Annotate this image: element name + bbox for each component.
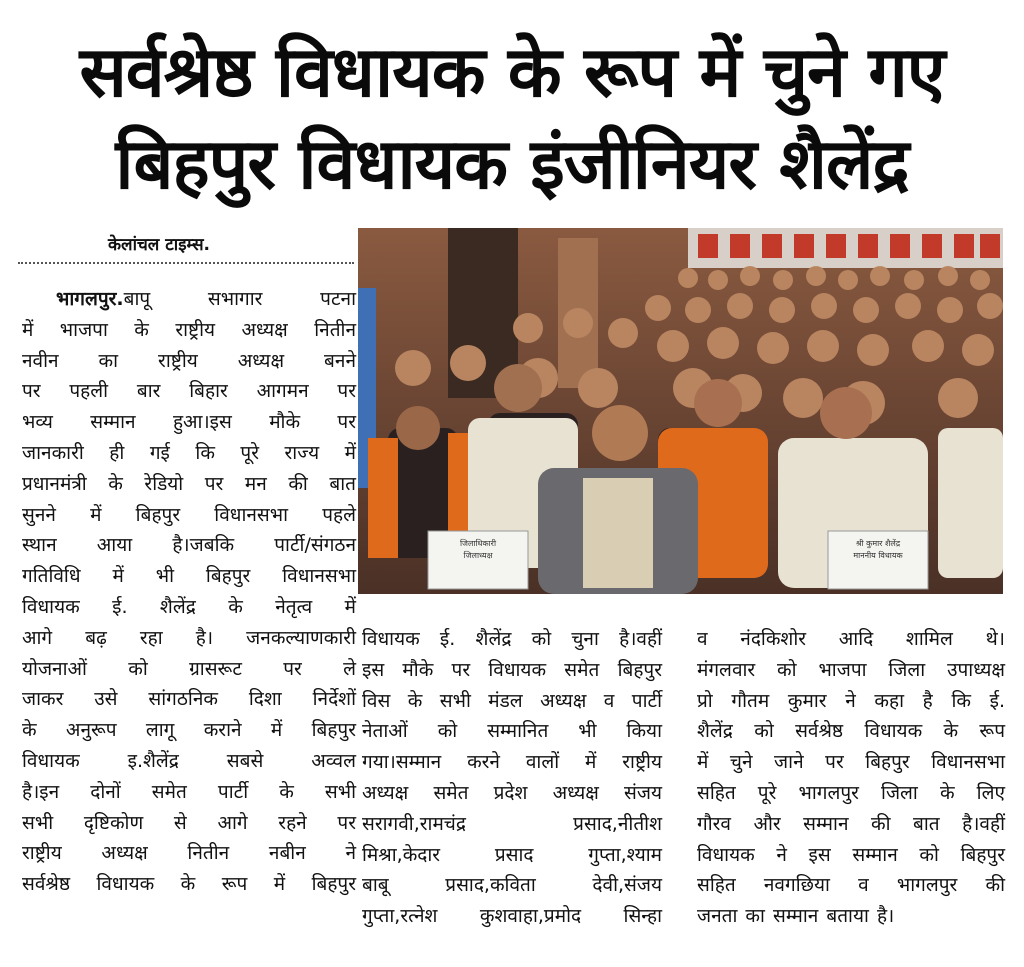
article-line: पर पहली बार बिहार आगमन पर [22,380,356,403]
article-line: स्थान आया है।जबकि पार्टी/संगठन [22,534,356,557]
article-line: जानकारी ही गई कि पूरे राज्य में [22,441,356,464]
article-line: सभी दृष्टिकोण से आगे रहने पर [22,811,356,834]
article-line: भव्य सम्मान हुआ।इस मौके पर [22,411,356,434]
article-line: विधायक ई. शैलेंद्र के नेतृत्व में [22,595,356,618]
article-line: आगे बढ़ रहा है। जनकल्याणकारी [22,626,356,649]
article-line: विधायक इ.शैलेंद्र सबसे अव्वल [22,749,356,772]
headline-line-1: सर्वश्रेष्ठ विधायक के रूप में चुने गए [79,31,945,113]
article-line: बाबू प्रसाद,कविता देवी,संजय [362,874,662,897]
article-line: नवीन का राष्ट्रीय अध्यक्ष बनने [22,349,356,372]
article-line: इस मौके पर विधायक समेत बिहपुर [362,658,662,681]
article-column-3 [697,624,1005,932]
nameplate-left: जिलाधिकारी जिलाध्यक्ष [459,539,497,560]
headline-line-2: बिहपुर विधायक इंजीनियर शैलेंद्र [115,123,909,205]
news-photo [358,228,1003,594]
article-line: राष्ट्रीय अध्यक्ष नितीन नबीन ने [22,842,356,865]
article-line: विधायक ई. शैलेंद्र को चुना है।वहीं [362,628,662,650]
article-line: गुप्ता,रत्नेश कुशवाहा,प्रमोद सिन्हा [362,905,662,928]
article-line: प्रो गौतम कुमार ने कहा है कि ई. [697,689,1005,712]
dateline: भागलपुर. [56,288,124,310]
article-line: शैलेंद्र को सर्वश्रेष्ठ विधायक के रूप [697,720,1005,743]
article-line: जाकर उसे सांगठनिक दिशा निर्देशों [22,688,356,711]
article-line: मंगलवार को भाजपा जिला उपाध्यक्ष [697,658,1005,681]
article-column-1 [22,284,356,900]
article-line: गौरव और सम्मान की बात है।वहीं [697,812,1005,835]
article-line: योजनाओं को ग्रासरूट पर ले [22,657,356,680]
article-column-2 [362,624,662,932]
article-line: विस के सभी मंडल अध्यक्ष व पार्टी [362,689,662,712]
article-line: गया।सम्मान करने वालों में राष्ट्रीय [362,751,662,774]
byline: केलांचल टाइम्स. [108,235,211,255]
article-line: मिश्रा,केदार प्रसाद गुप्ता,श्याम [362,843,662,866]
article-line: सहित पूरे भागलपुर जिला के लिए [697,781,1005,804]
article-line: प्रधानमंत्री के रेडियो पर मन की बात [22,472,356,495]
article-line: सुनने में बिहपुर विधानसभा पहले [22,503,356,526]
article-line: में चुने जाने पर बिहपुर विधानसभा [697,751,1005,774]
article-line: में भाजपा के राष्ट्रीय अध्यक्ष नितीन [22,318,356,341]
article-line: नेताओं को सम्मानित भी किया [362,720,662,743]
article-line: के अनुरूप लागू कराने में बिहपुर [22,719,356,742]
dotted-divider [18,262,354,264]
article-line: विधायक ने इस सम्मान को बिहपुर [697,843,1005,866]
article-line: व नंदकिशोर आदि शामिल थे। [697,628,1005,650]
article-line: है।इन दोनों समेत पार्टी के सभी [22,780,356,803]
article-line: सहित नवगछिया व भागलपुर की [697,874,1005,897]
article-line: अध्यक्ष समेत प्रदेश अध्यक्ष संजय [362,781,662,804]
article-line: सर्वश्रेष्ठ विधायक के रूप में बिहपुर [22,873,356,896]
nameplate-right: श्री कुमार शैलेंद्र माननीय विधायक [853,539,903,560]
article-line: गतिविधि में भी बिहपुर विधानसभा [22,565,356,588]
article-line-text: बापू सभागार पटना [123,288,356,310]
article-line [22,284,356,315]
article-line: जनता का सम्मान बताया है। [697,905,895,928]
article-line: सरागवी,रामचंद्र प्रसाद,नीतीश [362,812,662,835]
